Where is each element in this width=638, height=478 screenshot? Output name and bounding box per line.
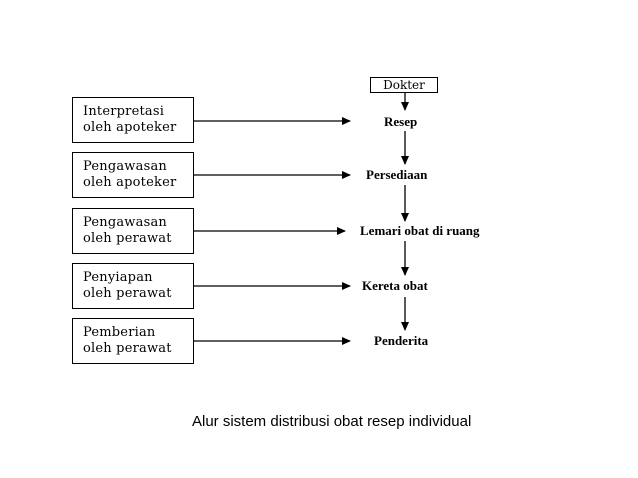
- flow-node-penderita: Penderita: [374, 333, 429, 348]
- role-line2: oleh apoteker: [83, 175, 177, 190]
- role-box-pengawasan-perawat: [72, 208, 194, 254]
- flow-node-lemari-obat: Lemari obat di ruang: [360, 223, 480, 238]
- role-line1: Penyiapan: [83, 270, 153, 285]
- flow-node-kereta-obat: Kereta obat: [362, 278, 428, 293]
- role-line1: Interpretasi: [83, 104, 165, 119]
- role-line1: Pengawasan: [83, 215, 167, 230]
- role-line2: oleh perawat: [83, 286, 172, 301]
- role-box-pengawasan-apoteker: [72, 152, 194, 198]
- diagram-caption: Alur sistem distribusi obat resep individual: [192, 413, 472, 430]
- dokter-label: Dokter: [383, 78, 425, 92]
- flow-node-persediaan: Persediaan: [366, 167, 428, 182]
- role-box-pemberian: [72, 318, 194, 364]
- role-line1: Pemberian: [83, 325, 156, 340]
- role-line2: oleh perawat: [83, 231, 172, 246]
- role-line2: oleh apoteker: [83, 120, 177, 135]
- role-line2: oleh perawat: [83, 341, 172, 356]
- dokter-box: [370, 77, 438, 93]
- role-box-penyiapan: [72, 263, 194, 309]
- flow-node-resep: Resep: [384, 114, 418, 129]
- role-box-interpretasi: [72, 97, 194, 143]
- role-line1: Pengawasan: [83, 159, 167, 174]
